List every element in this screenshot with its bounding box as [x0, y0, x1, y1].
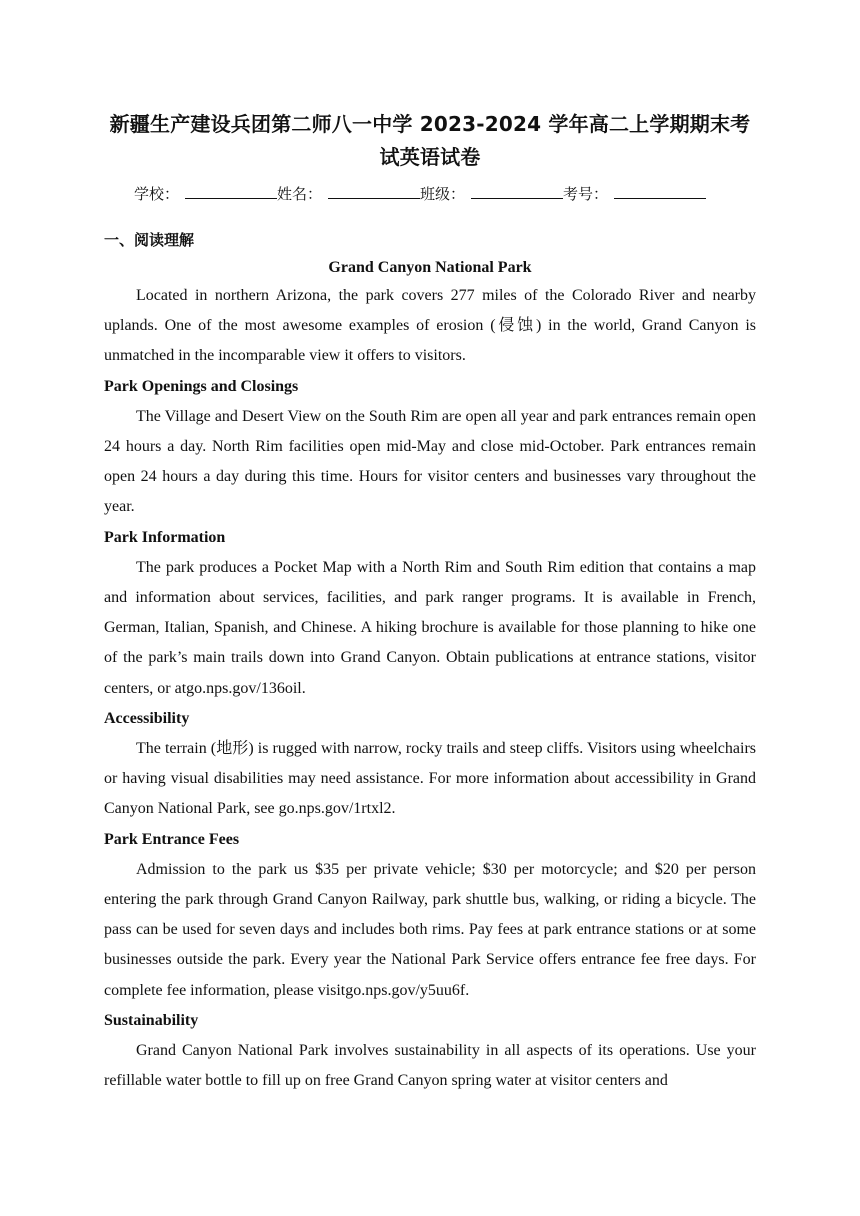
- intro-paragraph: Located in northern Arizona, the park covers 277 miles of the Colorado River and nearby uplands. One of the most awesome examples of erosion (侵蚀) in the world, Grand Canyon is unmatched in the incomparable view it offers to visitors.: [104, 287, 756, 365]
- fees-paragraph: Admission to the park us $35 per private vehicle; $30 per motorcycle; and $20 per person entering the park through Grand Canyon Railway, park shuttle bus, walking, or riding a bicycle. The pass can be used for seven days and includes both rims. Pay fees at park entrance stations or at some businesses outside the park. Every year the National Park Service offers entrance fee free days. For complete fee information, please visitgo.nps.gov/y5uu6f.: [104, 860, 756, 999]
- class-label: 班级：: [420, 185, 466, 203]
- exam-number-label: 考号：: [563, 185, 609, 203]
- name-blank: [328, 184, 420, 199]
- openings-paragraph: The Village and Desert View on the South Rim are open all year and park entrances remain open 24 hours a day. North Rim facilities open mid-May and close mid-October. Park entrances remain open 24 hours a day during this time. Hours for visitor centers and businesses vary throughout the year.: [104, 407, 756, 516]
- exam-page: [104, 108, 756, 1096]
- exam-number-blank: [614, 184, 706, 199]
- sustainability-heading: Sustainability: [104, 1011, 199, 1029]
- exam-title-line-2: 试英语试卷: [379, 145, 481, 169]
- school-blank: [185, 184, 277, 199]
- passage-title: Grand Canyon National Park: [328, 259, 532, 276]
- info-heading: Park Information: [104, 528, 226, 546]
- school-label: 学校：: [134, 185, 180, 203]
- sustainability-paragraph: Grand Canyon National Park involves sustainability in all aspects of its operations. Use your refillable water bottle to fill up on free Grand Canyon spring water at visitor centers and: [104, 1042, 756, 1090]
- exam-title-line-1: 新疆生产建设兵团第二师八一中学 2023-2024 学年高二上学期期末考: [109, 112, 751, 136]
- exam-title: [104, 108, 756, 174]
- section-heading: 一、阅读理解: [104, 231, 195, 249]
- name-label: 姓名：: [277, 185, 323, 203]
- class-blank: [471, 184, 563, 199]
- student-info-row: [104, 182, 756, 206]
- fees-heading: Park Entrance Fees: [104, 830, 240, 848]
- accessibility-paragraph: The terrain (地形) is rugged with narrow, rocky trails and steep cliffs. Visitors using wheelchairs or having visual disabilities may need assistance. For more information about accessibility in Grand Canyon National Park, see go.nps.gov/1rtxl2.: [104, 740, 756, 818]
- accessibility-heading: Accessibility: [104, 709, 190, 727]
- info-paragraph: The park produces a Pocket Map with a North Rim and South Rim edition that contains a map and information about services, facilities, and park ranger programs. It is available in French, German, Italian, Spanish, and Chinese. A hiking brochure is available for those planning to hike one of the park’s main trails down into Grand Canyon. Obtain publications at entrance stations, visitor centers, or atgo.nps.gov/136oil.: [104, 558, 756, 697]
- openings-heading: Park Openings and Closings: [104, 377, 299, 395]
